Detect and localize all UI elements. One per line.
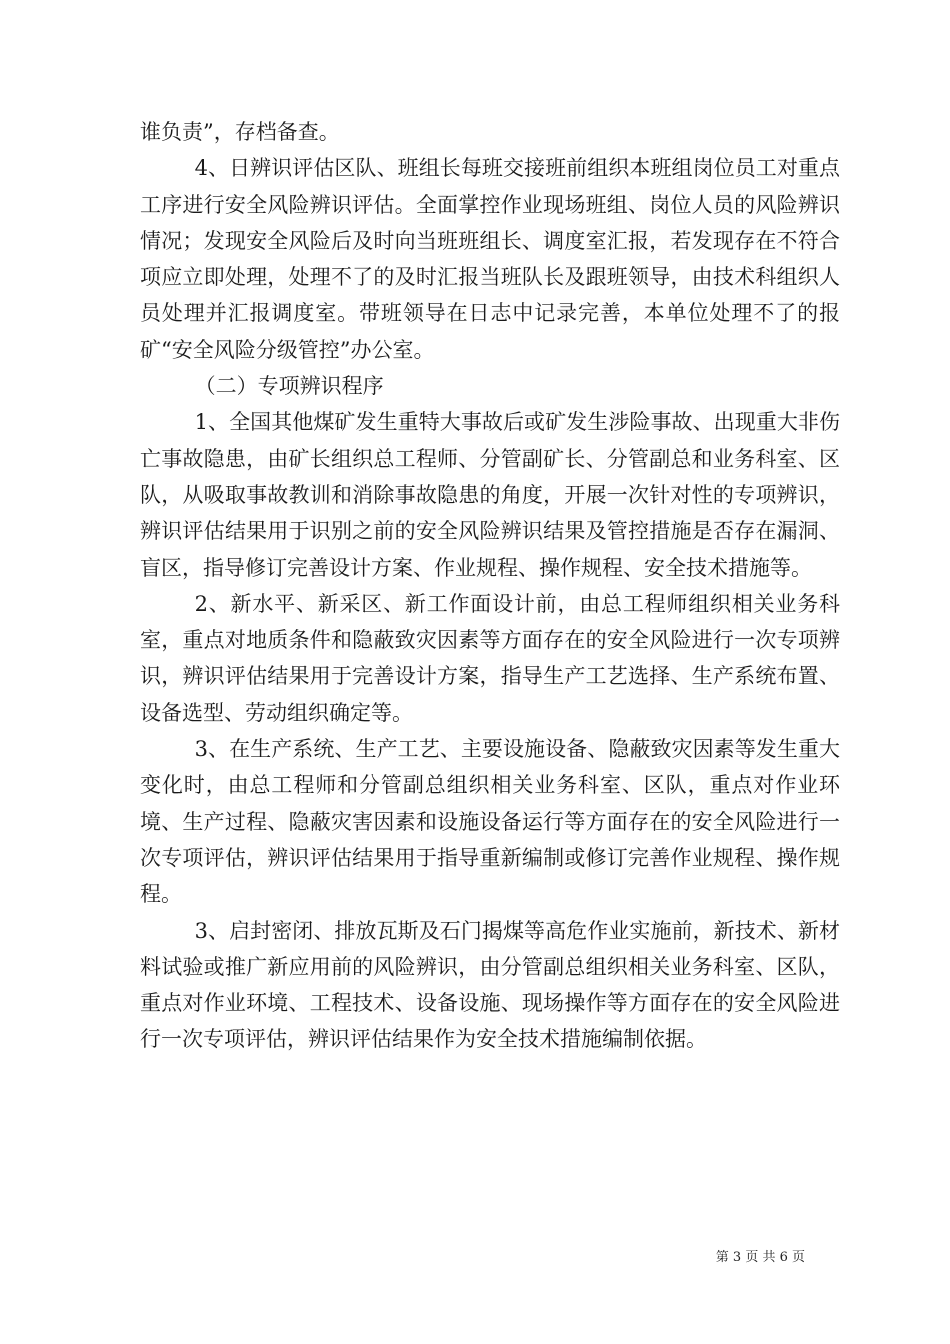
paragraph-item-3b: 3、启封密闭、排放瓦斯及石门揭煤等高危作业实施前，新技术、新材料试验或推广新应用前的风险辨识，由分管副总组织相关业务科室、区队，重点对作业环境、工程技术、设备设施、现场操作等方面存在的安全风险进行一次专项评估，辨识评估结果作为安全技术措施编制依据。 (140, 918, 840, 1052)
paragraph-daily-assessment: 4、日辨识评估区队、班组长每班交接班前组织本班组岗位员工对重点工序进行安全风险辨识评估。全面掌控作业现场班组、岗位人员的风险辨识情况；发现安全风险后及时向当班班组长、调度室汇报，若发现存在不符合项应立即处理，处理不了的及时汇报当班队长及跟班领导，由技术科组织人员处理并汇报调度室。带班领导在日志中记录完善，本单位处理不了的报矿“安全风险分级管控”办公室。 (140, 156, 840, 362)
paragraph-item-1: 1、全国其他煤矿发生重特大事故后或矿发生涉险事故、出现重大非伤亡事故隐患，由矿长组织总工程师、分管副矿长、分管副总和业务科室、区队，从吸取事故教训和消除事故隐患的角度，开展一次针对性的专项辨识，辨识评估结果用于识别之前的安全风险辨识结果及管控措施是否存在漏洞、盲区，指导修订完善设计方案、作业规程、操作规程、安全技术措施等。 (140, 410, 840, 580)
paragraph-item-3a: 3、在生产系统、生产工艺、主要设施设备、隐蔽致灾因素等发生重大变化时，由总工程师和分管副总组织相关业务科室、区队，重点对作业环境、生产过程、隐蔽灾害因素和设施设备运行等方面存在的安全风险进行一次专项评估，辨识评估结果用于指导重新编制或修订完善作业规程、操作规程。 (140, 737, 840, 907)
page-number: 第 3 页 共 6 页 (715, 1250, 805, 1265)
section-heading-special-procedure: （二）专项辨识程序 (194, 374, 384, 399)
paragraph-continuation: 谁负责”，存档备查。 (140, 120, 340, 144)
document-body (140, 114, 840, 1058)
paragraph-item-2: 2、新水平、新采区、新工作面设计前，由总工程师组织相关业务科室，重点对地质条件和隐蔽致灾因素等方面存在的安全风险进行一次专项辨识，辨识评估结果用于完善设计方案，指导生产工艺选择、生产系统布置、设备选型、劳动组织确定等。 (140, 591, 840, 725)
